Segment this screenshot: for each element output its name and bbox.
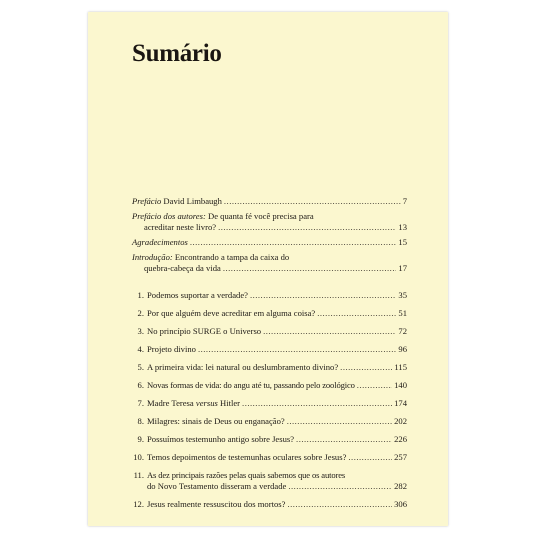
chapter-title: Projeto divino: [147, 344, 196, 354]
page-number: 7: [402, 196, 407, 206]
toc-text: David Limbaugh: [161, 196, 222, 206]
toc-entry-prefacio: [132, 196, 407, 207]
chapter-number: 1.: [137, 290, 144, 300]
leader-dots: [223, 263, 397, 274]
page-number: 306: [394, 499, 407, 509]
chapter-title: A primeira vida: lei natural ou deslumbramento divino?: [147, 362, 339, 372]
toc-chapter-2: [132, 308, 407, 319]
chapter-title: Temos depoimentos de testemunhas oculares sobre Jesus?: [147, 452, 347, 462]
chapter-title-continued: do Novo Testamento disseram a verdade: [147, 481, 287, 491]
chapter-title: Por que alguém deve acreditar em alguma coisa?: [147, 308, 316, 318]
toc-chapter-10: [132, 452, 407, 463]
toc-text-continued: acreditar neste livro?: [144, 222, 217, 232]
toc-entry-agradecimentos: [132, 237, 407, 248]
toc-chapter-12: [132, 499, 407, 510]
leader-dots: [224, 196, 401, 207]
toc-entry-introducao: [132, 252, 407, 274]
chapter-number: 5.: [137, 362, 144, 372]
page-number: 226: [394, 434, 407, 444]
page-number: 35: [398, 290, 407, 300]
page-number: 282: [394, 481, 407, 491]
toc-label: Prefácio: [132, 196, 162, 206]
chapter-number: 9.: [137, 434, 144, 444]
chapter-title: Novas formas de vida: do angu até tu, passando pelo zoológico: [147, 380, 355, 390]
leader-dots: [357, 380, 392, 391]
chapter-number: 8.: [137, 416, 144, 426]
toc-label: Prefácio dos autores:: [132, 211, 206, 221]
page-number: 15: [398, 237, 407, 247]
leader-dots: [317, 308, 396, 319]
leader-dots: [190, 237, 397, 248]
toc-chapter-9: [132, 434, 407, 445]
toc-chapter-7: [132, 398, 407, 409]
toc-chapter-3: [132, 326, 407, 337]
chapter-title: Jesus realmente ressuscitou dos mortos?: [147, 499, 286, 509]
page-number: 96: [398, 344, 407, 354]
chapter-number: 4.: [137, 344, 144, 354]
chapter-title: No princípio SURGE o Universo: [147, 326, 262, 336]
chapter-number: 2.: [137, 308, 144, 318]
toc-chapter-4: [132, 344, 407, 355]
toc-chapter-11: [132, 470, 407, 492]
chapter-number: 6.: [137, 380, 144, 390]
page-number: 115: [394, 362, 407, 372]
toc-text-continued: quebra-cabeça da vida: [144, 263, 221, 273]
chapter-title: Possuímos testemunho antigo sobre Jesus?: [147, 434, 295, 444]
leader-dots: [296, 434, 392, 445]
chapter-title-italic: versus: [195, 398, 218, 408]
chapter-title: As dez principais razões pelas quais sabemos que os autores: [147, 470, 346, 480]
page-number: 13: [398, 222, 407, 232]
toc-chapter-6: [132, 380, 407, 391]
chapter-title: Podemos suportar a verdade?: [147, 290, 248, 300]
page-number: 72: [398, 326, 407, 336]
chapter-number: 11.: [133, 470, 144, 480]
leader-dots: [287, 416, 392, 427]
page-number: 174: [394, 398, 407, 408]
toc-chapter-8: [132, 416, 407, 427]
chapter-title: Milagres: sinais de Deus ou enganação?: [147, 416, 285, 426]
leader-dots: [218, 222, 396, 233]
page-title: Sumário: [132, 40, 222, 67]
leader-dots: [242, 398, 392, 409]
table-of-contents: [132, 196, 407, 510]
page-number: 17: [398, 263, 407, 273]
toc-label: Agradecimentos: [132, 237, 188, 247]
toc-entry-prefacio-autores: [132, 211, 407, 233]
toc-text: De quanta fé você precisa para: [205, 211, 314, 221]
toc-label: Introdução:: [132, 252, 173, 262]
chapter-number: 3.: [137, 326, 144, 336]
book-page: [88, 12, 448, 526]
toc-chapter-5: [132, 362, 407, 373]
page-number: 202: [394, 416, 407, 426]
leader-dots: [348, 452, 392, 463]
leader-dots: [198, 344, 396, 355]
toc-chapter-1: [132, 290, 407, 301]
chapter-number: 12.: [133, 499, 144, 509]
leader-dots: [340, 362, 392, 373]
chapter-title-end: Hitler: [217, 398, 241, 408]
leader-dots: [288, 481, 392, 492]
chapter-number: 7.: [137, 398, 144, 408]
toc-text: Encontrando a tampa da caixa do: [172, 252, 290, 262]
page-number: 51: [398, 308, 407, 318]
leader-dots: [250, 290, 396, 301]
chapter-number: 10.: [133, 452, 144, 462]
page-number: 140: [394, 380, 407, 390]
leader-dots: [287, 499, 392, 510]
page-number: 257: [394, 452, 407, 462]
chapter-title: Madre Teresa: [147, 398, 196, 408]
leader-dots: [263, 326, 396, 337]
